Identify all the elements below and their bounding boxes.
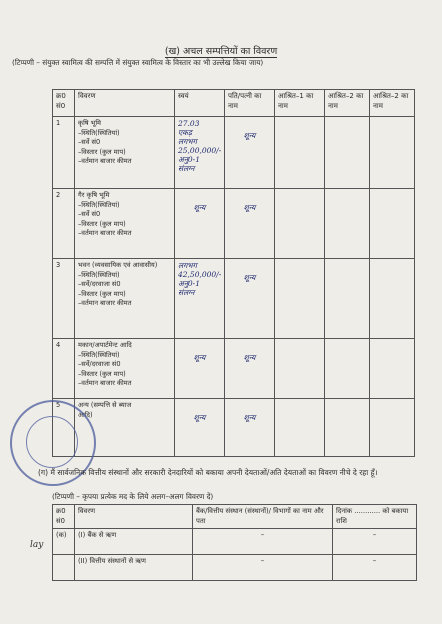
col-description: विवरण xyxy=(75,90,175,117)
table-row xyxy=(53,339,415,399)
col-description: विवरण xyxy=(75,505,193,529)
col-serial: क्र0 सं0 xyxy=(53,505,75,529)
spouse-value: शून्य xyxy=(225,117,275,189)
row-description: अन्य (सम्पत्ति से ब्याज आदि) xyxy=(75,399,175,457)
col-dependent-2: आश्रित–2 का नाम xyxy=(325,90,370,117)
col-amount: दिनांक ............ को बकाया राशि xyxy=(333,505,417,529)
col-dependent-3: आश्रित–2 का नाम xyxy=(370,90,415,117)
liabilities-table xyxy=(52,504,417,581)
dependent-3-value xyxy=(370,117,415,189)
dependent-1-value xyxy=(275,189,325,259)
spouse-value: शून्य xyxy=(225,189,275,259)
row-number: 4 xyxy=(53,339,75,399)
row-number: 5 xyxy=(53,399,75,457)
col-self: स्वयं xyxy=(175,90,225,117)
dependent-1-value xyxy=(275,117,325,189)
table-row xyxy=(53,259,415,339)
spouse-value: शून्य xyxy=(225,339,275,399)
col-institution: बैंक/वित्तीय संस्थान (संस्थानों)/ विभागों का नाम और पता xyxy=(193,505,333,529)
dependent-2-value xyxy=(325,339,370,399)
table-row xyxy=(53,117,415,189)
institution-value: – xyxy=(193,555,333,581)
row-description: मकान/अपार्टमेन्ट आदि –स्थिति(स्थितियां) –सर्वे/दरवाजा सं0 –विस्तार (कुल माप) –वर्तमान बाजार कीमत xyxy=(75,339,175,399)
dependent-2-value xyxy=(325,117,370,189)
dependent-3-value xyxy=(370,339,415,399)
dependent-1-value xyxy=(275,339,325,399)
table-row xyxy=(53,189,415,259)
assets-header-row xyxy=(53,90,415,117)
col-serial: क्र0 सं0 xyxy=(53,90,75,117)
dependent-1-value xyxy=(275,259,325,339)
row-description: भवन (व्यवसायिक एवं आवासीय) –स्थिति(स्थितियां) –सर्वे/दरवाजा सं0 –विस्तार (कुल माप) –वर्तमान बाजार कीमत xyxy=(75,259,175,339)
spouse-value: शून्य xyxy=(225,399,275,457)
row-number: 2 xyxy=(53,189,75,259)
note-text: (टिप्पणी – संयुक्त स्वामित्व की सम्पत्ति में संयुक्त स्वामित्व के विस्तार का भी उल्लेख किया जाय) xyxy=(12,58,264,67)
signature: lay xyxy=(30,540,44,550)
table-row xyxy=(53,399,415,457)
row-description: (II) वित्तीय संस्थानों से ऋण xyxy=(75,555,193,581)
row-number: 3 xyxy=(53,259,75,339)
row-description: कृषि भूमि –स्थिति(स्थितियां) –सर्वे सं0 –विस्तार (कुल माप) –वर्तमान बाजार कीमत xyxy=(75,117,175,189)
self-value: शून्य xyxy=(175,339,225,399)
dependent-1-value xyxy=(275,399,325,457)
self-value: 27.03 एकड़ लगभग 25,00,000/- अनु0-1 संलग्न xyxy=(175,117,225,189)
dependent-2-value xyxy=(325,189,370,259)
row-number xyxy=(53,555,75,581)
row-number: 1 xyxy=(53,117,75,189)
row-description: गैर कृषि भूमि –स्थिति(स्थितियां) –सर्वे सं0 –विस्तार (कुल माप) –वर्तमान बाजार कीमत xyxy=(75,189,175,259)
spouse-value: शून्य xyxy=(225,259,275,339)
dependent-2-value xyxy=(325,259,370,339)
dependent-3-value xyxy=(370,399,415,457)
liabilities-header-row xyxy=(53,505,417,529)
section-text: मैं सार्वजनिक वित्तीय संस्थानों और सरकारी देनदारियों को बकाया अपनी देयताओं/अति देयताओं का विवरण नीचे दे रहा हूँ। xyxy=(50,468,378,477)
self-value: लगभग 42,50,000/- अनु0-1 संलग्न xyxy=(175,259,225,339)
table-row xyxy=(53,529,417,555)
institution-value: – xyxy=(193,529,333,555)
assets-table xyxy=(52,89,415,457)
self-value: शून्य xyxy=(175,399,225,457)
amount-value: – xyxy=(333,529,417,555)
dependent-3-value xyxy=(370,189,415,259)
amount-value: – xyxy=(333,555,417,581)
section-liabilities-intro xyxy=(38,468,426,478)
self-value: शून्य xyxy=(175,189,225,259)
section-label: (ग) xyxy=(38,468,49,477)
table-row xyxy=(53,555,417,581)
note-liabilities: (टिप्पणी – कृपया प्रत्येक मद के लिये अलग–अलग विवरण दें) xyxy=(52,492,214,501)
dependent-3-value xyxy=(370,259,415,339)
row-number: (क) xyxy=(53,529,75,555)
col-dependent-1: आश्रित–1 का नाम xyxy=(275,90,325,117)
dependent-2-value xyxy=(325,399,370,457)
col-spouse: पति/पत्नी का नाम xyxy=(225,90,275,117)
section-heading: (ख) अचल सम्पत्तियों का विवरण xyxy=(164,46,278,57)
row-description: (I) बैंक से ऋण xyxy=(75,529,193,555)
